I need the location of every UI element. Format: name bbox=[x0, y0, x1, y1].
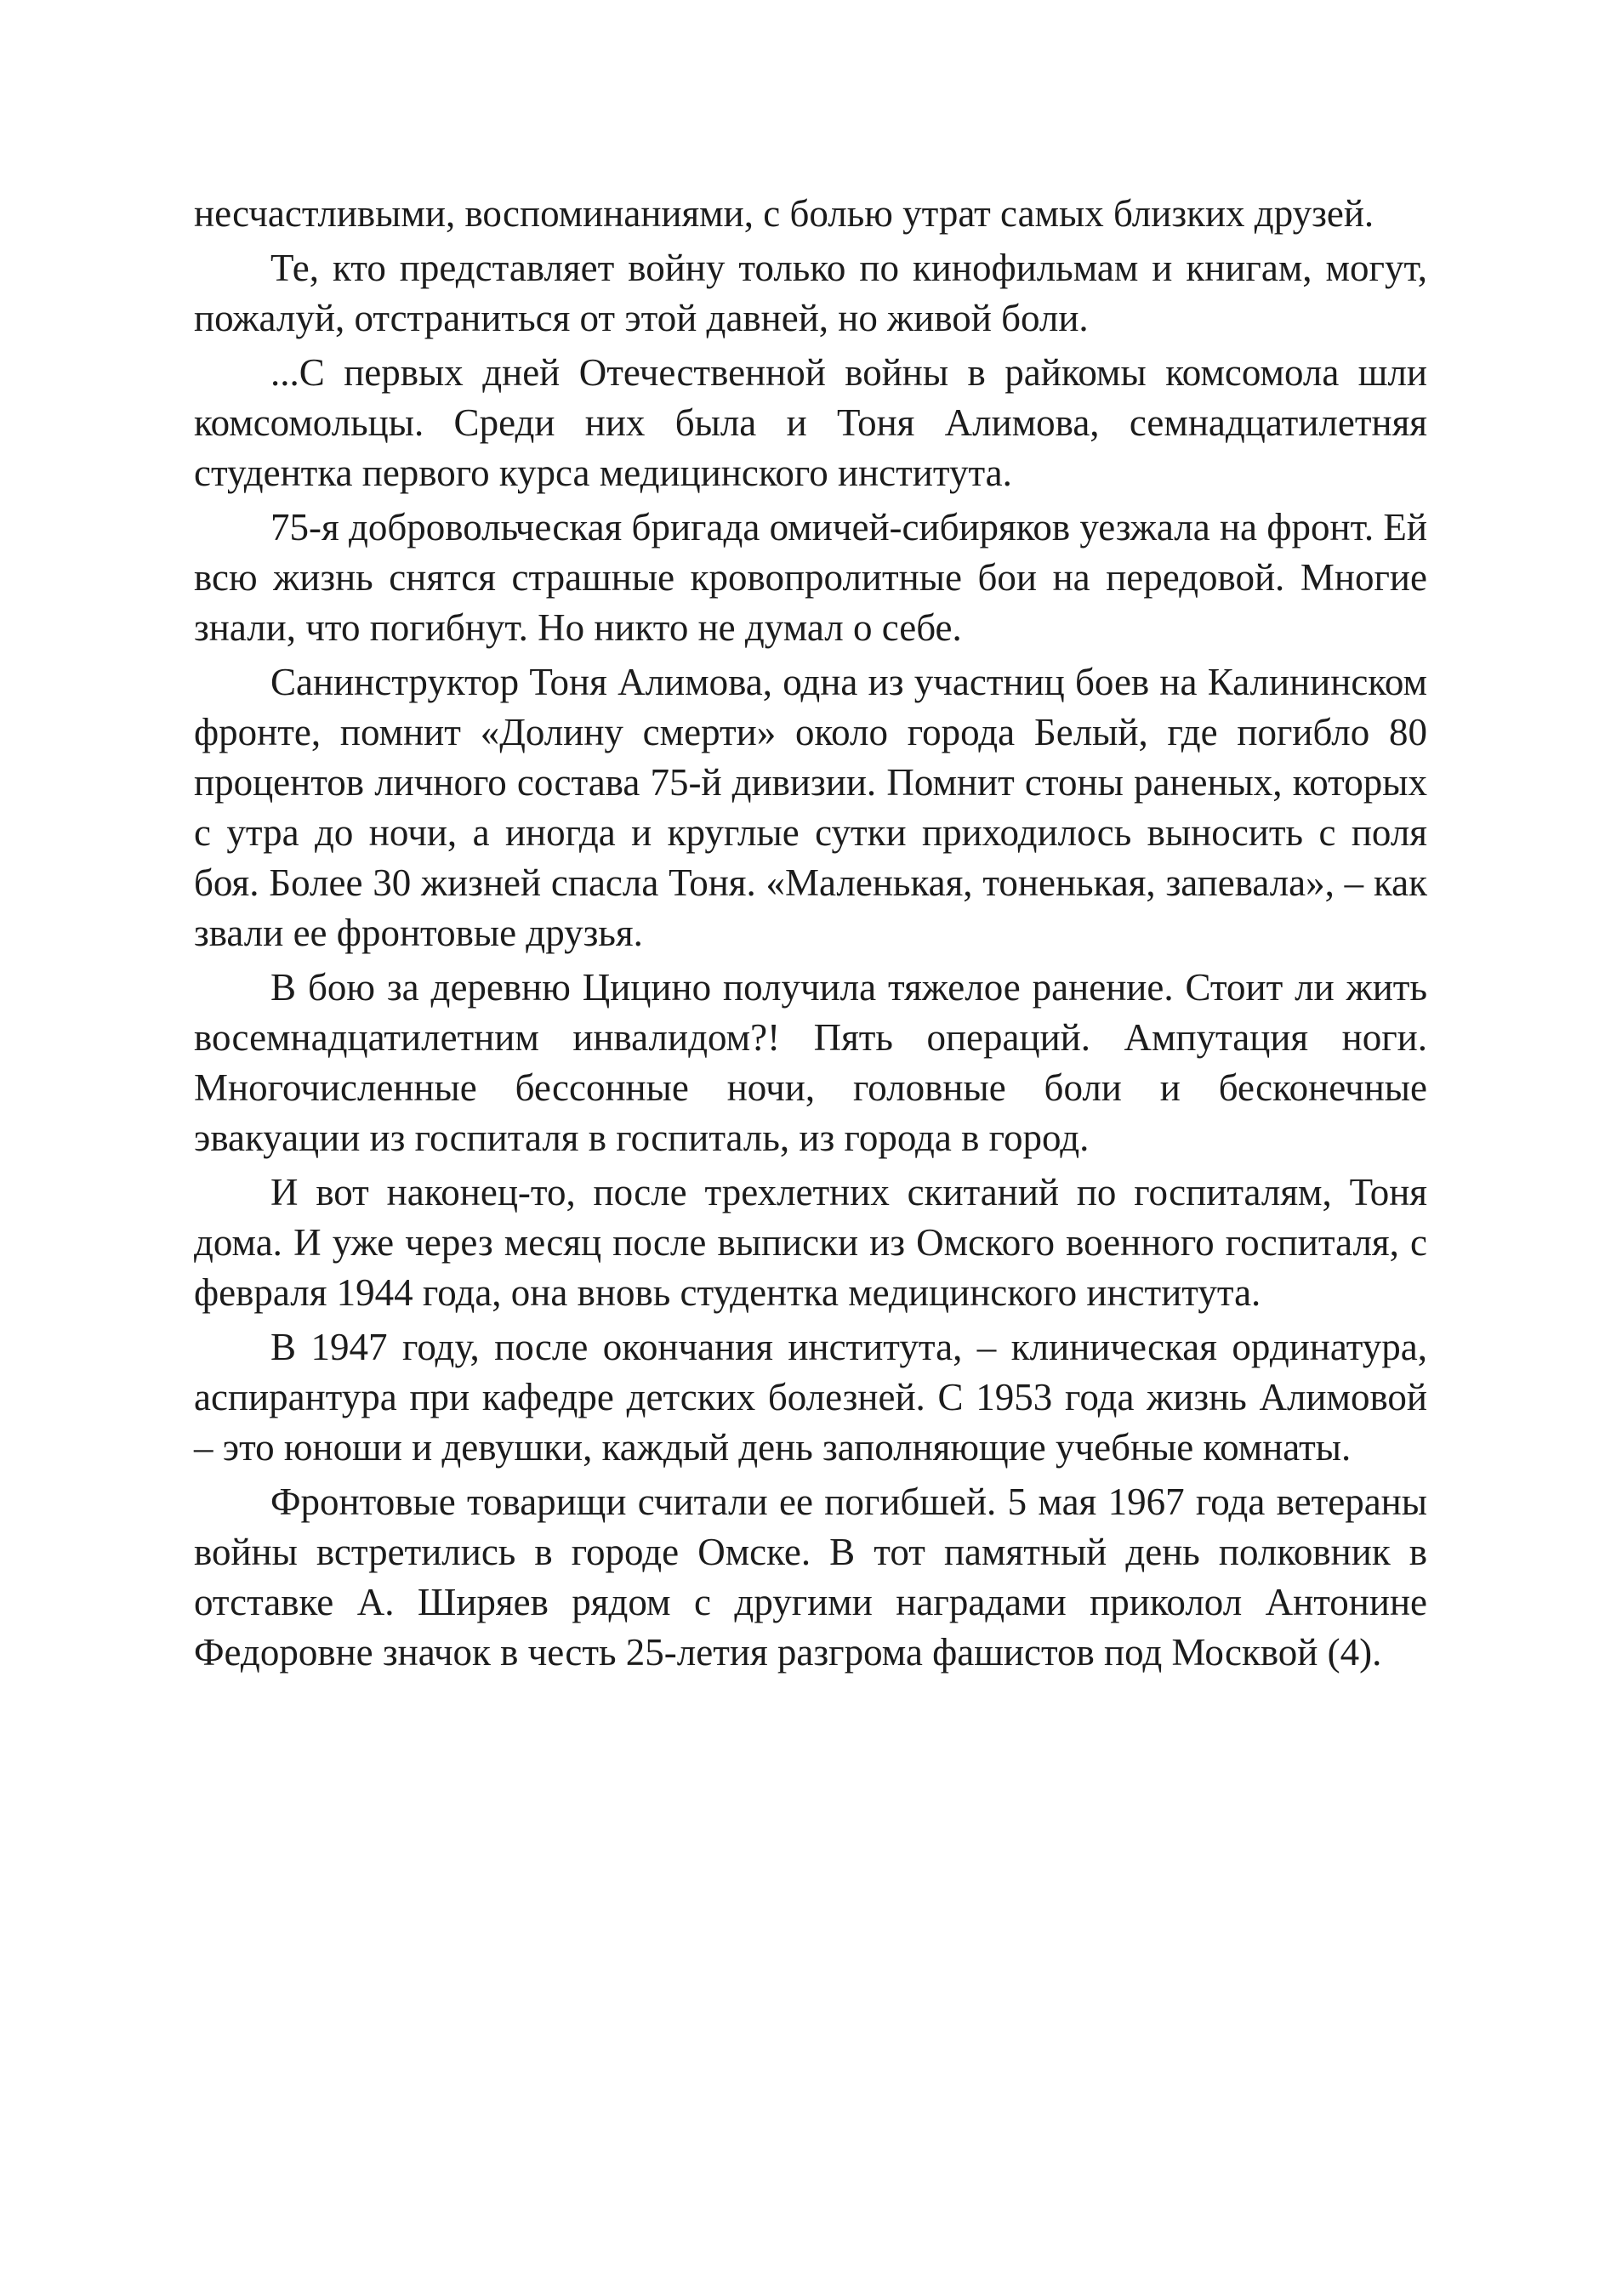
paragraph: Те, кто представляет войну только по кинофильмам и книгам, могут, пожалуй, отстраниться от этой давней, но живой боли. bbox=[194, 247, 1427, 339]
paragraph: Санинструктор Тоня Алимова, одна из участниц боев на Калининском фронте, помнит «Долину смерти» около города Белый, где погибло 80 процентов личного состава 75-й дивизии. Помнит стоны раненых, которых с утра до ночи, а иногда и круглые сутки приходилось выносить с поля боя. Более 30 жизней спасла Тоня. «Маленькая, тоненькая, запевала», – как звали ее фронтовые друзья. bbox=[194, 661, 1427, 954]
page-text bbox=[194, 189, 1427, 1678]
paragraph: Фронтовые товарищи считали ее погибшей. 5 мая 1967 года ветераны войны встретились в городе Омске. В тот памятный день полковник в отставке А. Ширяев рядом с другими наградами приколол Антонине Федоровне значок в честь 25-летия разгрома фашистов под Москвой (4). bbox=[194, 1480, 1427, 1674]
paragraph: И вот наконец-то, после трехлетних скитаний по госпиталям, Тоня дома. И уже через месяц после выписки из Омского военного госпиталя, с февраля 1944 года, она вновь студентка медицинского института. bbox=[194, 1171, 1427, 1314]
paragraph-continued: несчастливыми, воспоминаниями, с болью утрат самых близких друзей. bbox=[194, 192, 1374, 235]
paragraph: 75-я добровольческая бригада омичей-сибиряков уезжала на фронт. Ей всю жизнь снятся страшные кровопролитные бои на передовой. Многие знали, что погибнут. Но никто не думал о себе. bbox=[194, 506, 1427, 649]
paragraph: В бою за деревню Цицино получила тяжелое ранение. Стоит ли жить восемнадцатилетним инвалидом?! Пять операций. Ампутация ноги. Многочисленные бессонные ночи, головные боли и бесконечные эвакуации из госпиталя в госпиталь, из города в город. bbox=[194, 966, 1427, 1159]
paragraph: В 1947 году, после окончания института, – клиническая ординатура, аспирантура при кафедре детских болезней. С 1953 года жизнь Алимовой – это юноши и девушки, каждый день заполняющие учебные комнаты. bbox=[194, 1326, 1427, 1469]
paragraph: ...С первых дней Отечественной войны в райкомы комсомола шли комсомольцы. Среди них была и Тоня Алимова, семнадцатилетняя студентка первого курса медицинского института. bbox=[194, 351, 1427, 494]
